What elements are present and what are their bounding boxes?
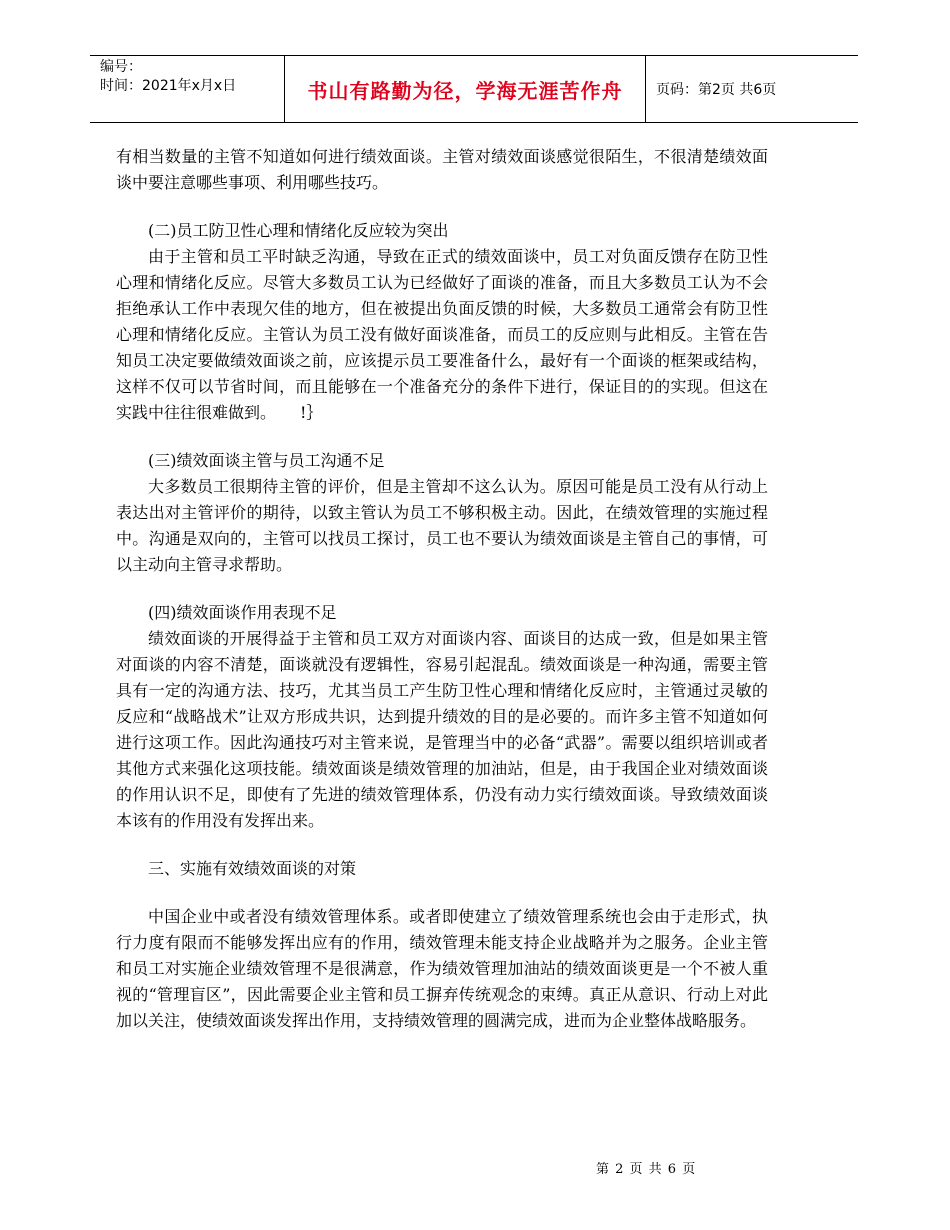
page-header <box>90 55 858 123</box>
section-paragraph-3: 大多数员工很期待主管的评价，但是主管却不这么认为。原因可能是员工没有从行动上表达出对主管评价的期待，以致主管认为员工不够积极主动。因此，在绩效管理的实施过程中。沟通是双向的，主管可以找员工探讨，员工也不要认为绩效面谈是主管自己的事情，可以主动向主管寻求帮助。 <box>116 477 768 574</box>
part-heading-3: 三、实施有效绩效面谈的对策 <box>148 859 357 878</box>
header-meta-cell <box>90 56 284 122</box>
section-heading-4: (四)绩效面谈作用表现不足 <box>148 603 337 622</box>
section-heading-2: (二)员工防卫性心理和情绪化反应较为突出 <box>148 221 449 240</box>
header-page-info: 页码：第2页 共6页 <box>656 82 777 98</box>
intro-paragraph: 有相当数量的主管不知道如何进行绩效面谈。主管对绩效面谈感觉很陌生，不很清楚绩效面谈中要注意哪些事项、利用哪些技巧。 <box>116 147 768 192</box>
date-label: 时间：2021年x月x日 <box>100 78 237 94</box>
page-footer: 第 2 页 共 6 页 <box>596 1162 697 1177</box>
document-number-label: 编号： <box>100 59 142 75</box>
part-paragraph-3: 中国企业中或者没有绩效管理体系。或者即使建立了绩效管理系统也会由于走形式，执行力度有限而不能够发挥出应有的作用，绩效管理未能支持企业战略并为之服务。企业主管和员工对实施企业绩效管理不是很满意，作为绩效管理加油站的绩效面谈更是一个不被人重视的“管理盲区”，因此需要企业主管和员工摒弃传统观念的束缚。真正从意识、行动上对此加以关注，使绩效面谈发挥出作用，支持绩效管理的圆满完成，进而为企业整体战略服务。 <box>116 907 768 1030</box>
header-motto: 书山有路勤为径，学海无涯苦作舟 <box>284 56 646 122</box>
document-body <box>116 144 768 1034</box>
section-paragraph-4: 绩效面谈的开展得益于主管和员工双方对面谈内容、面谈目的达成一致，但是如果主管对面谈的内容不清楚，面谈就没有逻辑性，容易引起混乱。绩效面谈是一种沟通，需要主管具有一定的沟通方法、技巧，尤其当员工产生防卫性心理和情绪化反应时，主管通过灵敏的反应和“战略战术”让双方形成共识，达到提升绩效的目的是必要的。而许多主管不知道如何进行这项工作。因此沟通技巧对主管来说，是管理当中的必备“武器”。需要以组织培训或者其他方式来强化这项技能。绩效面谈是绩效管理的加油站，但是，由于我国企业对绩效面谈的作用认识不足，即使有了先进的绩效管理体系，仍没有动力实行绩效面谈。导致绩效面谈本该有的作用没有发挥出来。 <box>116 629 768 830</box>
section-heading-3: (三)绩效面谈主管与员工沟通不足 <box>148 451 385 470</box>
section-paragraph-2: 由于主管和员工平时缺乏沟通，导致在正式的绩效面谈中，员工对负面反馈存在防卫性心理和情绪化反应。尽管大多数员工认为已经做好了面谈的准备，而且大多数员工认为不会拒绝承认工作中表现欠佳的地方，但在被提出负面反馈的时候，大多数员工通常会有防卫性心理和情绪化反应。主管认为员工没有做好面谈准备，而员工的反应则与此相反。主管在告知员工决定要做绩效面谈之前，应该提示员工要准备什么，最好有一个面谈的框架或结构，这样不仅可以节省时间，而且能够在一个准备充分的条件下进行，保证目的的实现。但这在实践中往往很难做到。 !｝ <box>116 247 768 422</box>
